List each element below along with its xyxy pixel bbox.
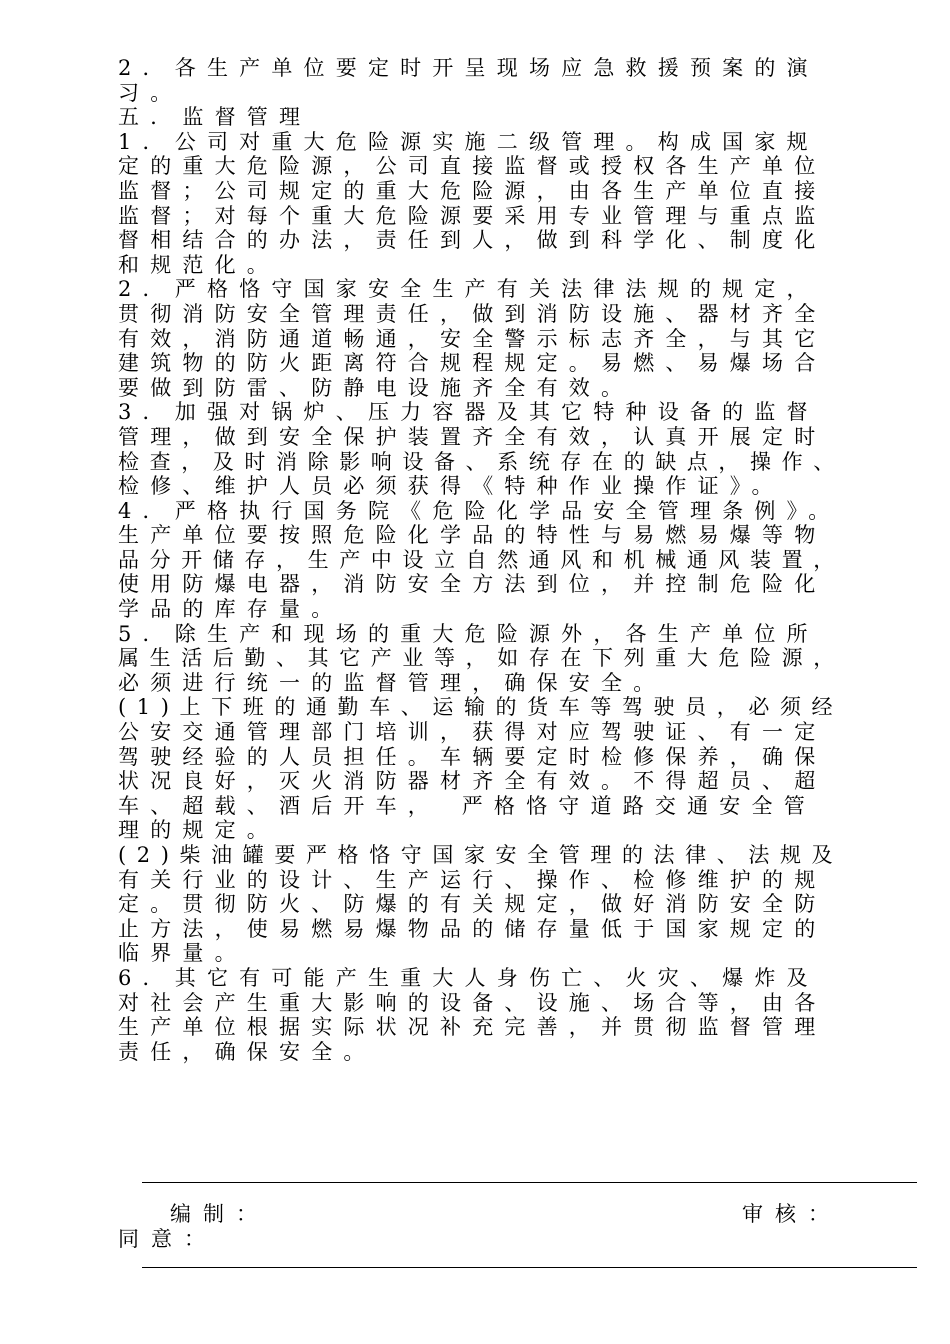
text-line: 临界量。 xyxy=(118,941,247,966)
text-line: 有关行业的设计、生产运行、操作、检修维护的规 xyxy=(118,867,827,892)
approved-by-label: 同意： xyxy=(118,1227,217,1251)
text-line: 1．公司对重大危险源实施二级管理。构成国家规 xyxy=(118,129,819,154)
text-line: 使用防爆电器，消防安全方法到位，并控制危险化 xyxy=(118,572,827,597)
text-line: (1)上下班的通勤车、运输的货车等驾驶员，必须经 xyxy=(118,695,844,720)
reviewed-by-label: 审核： xyxy=(742,1202,841,1226)
text-line: 4．严格执行国务院《危险化学品安全管理条例》。 xyxy=(118,498,841,523)
text-line: 检查，及时消除影响设备、系统存在的缺点，操作、 xyxy=(118,449,845,474)
text-line: 督相结合的办法，责任到人，做到科学化、制度化 xyxy=(118,228,827,253)
text-line: 2．严格恪守国家安全生产有关法律法规的规定， xyxy=(118,277,819,302)
text-line: 和规范化。 xyxy=(118,252,279,277)
text-line: 3．加强对锅炉、压力容器及其它特种设备的监督 xyxy=(118,400,819,425)
text-line: 习。 xyxy=(118,80,183,105)
section-heading: 五．监督管理 xyxy=(118,105,312,130)
text-line: 监督；公司规定的重大危险源，由各生产单位直接 xyxy=(118,178,827,203)
text-line: 定。贯彻防火、防爆的有关规定，做好消防安全防 xyxy=(118,892,827,917)
text-line: (2)柴油罐要严格恪守国家安全管理的法律、法规及 xyxy=(118,843,844,867)
text-line: 有效，消防通道畅通，安全警示标志齐全，与其它 xyxy=(118,326,827,351)
text-line: 状况良好，灭火消防器材齐全有效。不得超员、超 xyxy=(118,769,827,794)
text-line: 6．其它有可能产生重大人身伤亡、火灾、爆炸及 xyxy=(118,965,819,990)
text-line: 车、超载、酒后开车， 严格恪守道路交通安全管 xyxy=(118,793,816,818)
text-line: 建筑物的防火距离符合规程规定。易燃、易爆场合 xyxy=(118,351,827,376)
text-line: 要做到防雷、防静电设施齐全有效。 xyxy=(118,375,634,400)
text-line: 5．除生产和现场的重大危险源外，各生产单位所 xyxy=(118,621,819,646)
text-line: 2．各生产单位要定时开呈现场应急救援预案的演 xyxy=(118,56,819,80)
text-line: 属生活后勤、其它产业等，如存在下列重大危险源， xyxy=(118,646,845,671)
text-line: 监督；对每个重大危险源要采用专业管理与重点监 xyxy=(118,203,827,228)
document-body xyxy=(118,56,846,1064)
text-line: 学品的库存量。 xyxy=(118,597,344,622)
text-line: 理的规定。 xyxy=(118,818,279,843)
text-line: 贯彻消防安全管理责任，做到消防设施、器材齐全 xyxy=(118,301,827,326)
text-line: 管理，做到安全保护装置齐全有效，认真开展定时 xyxy=(118,424,827,449)
signature-bottom-rule xyxy=(142,1267,917,1268)
text-line: 生产单位根据实际状况补充完善，并贯彻监督管理 xyxy=(118,1015,827,1040)
text-line: 责任，确保安全。 xyxy=(118,1039,376,1064)
text-line: 驾驶经验的人员担任。车辆要定时检修保养，确保 xyxy=(118,744,827,769)
compiled-by-label: 编制： xyxy=(170,1202,269,1226)
text-line: 检修、维护人员必须获得《特种作业操作证》。 xyxy=(118,474,784,499)
text-line: 对社会产生重大影响的设备、设施、场合等，由各 xyxy=(118,990,827,1015)
text-line: 定的重大危险源，公司直接监督或授权各生产单位 xyxy=(118,154,827,179)
text-line: 止方法，使易燃易爆物品的储存量低于国家规定的 xyxy=(118,916,827,941)
text-line: 必须进行统一的监督管理，确保安全。 xyxy=(118,670,666,695)
text-line: 公安交通管理部门培训，获得对应驾驶证、有一定 xyxy=(118,720,827,745)
text-line: 生产单位要按照危险化学品的特性与易燃易爆等物 xyxy=(118,523,827,548)
text-line: 品分开储存，生产中设立自然通风和机械通风装置， xyxy=(118,547,845,572)
signature-top-rule xyxy=(142,1182,917,1183)
